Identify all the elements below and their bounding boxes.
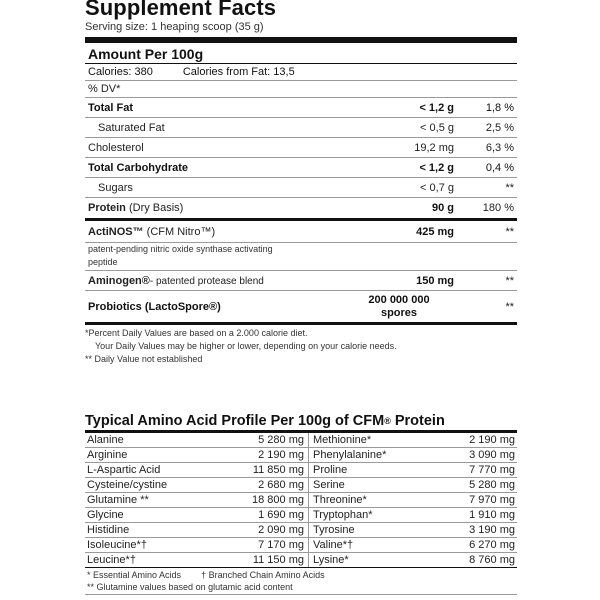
amino-name: Glutamine ** [87, 494, 149, 506]
nutrient-dv: ** [505, 274, 514, 287]
actinos-description: patent-pending nitric oxide synthase activating peptide [88, 244, 273, 267]
amino-value: 3 090 mg [469, 449, 515, 461]
nutrient-name-bold: ActiNOS™ [88, 225, 144, 238]
nutrient-row [85, 198, 517, 221]
nutrient-dv: 6,3 % [485, 141, 514, 154]
nutrient-dv: 2,5 % [485, 121, 514, 134]
amino-value: 8 760 mg [469, 554, 515, 566]
nutrient-row [85, 271, 517, 291]
nutrient-amount: 19,2 mg [414, 141, 454, 154]
essential-note: * Essential Amino Acids [87, 570, 182, 580]
calories-value: Calories: 380 [88, 66, 153, 78]
nutrient-name: Cholesterol [88, 141, 144, 154]
amino-value: 2 190 mg [197, 448, 309, 462]
serving-size: Serving size: 1 heaping scoop (35 g) [85, 21, 264, 33]
nutrient-name: Total Carbohydrate [88, 161, 189, 174]
amino-value: 2 090 mg [197, 523, 309, 537]
bcaa-note: † Branched Chain Amino Acids [201, 570, 325, 580]
dv-header-row [85, 81, 517, 98]
amino-name: Phenylalanine* [313, 449, 387, 461]
nutrient-dv: ** [505, 181, 514, 194]
amino-name: Arginine [87, 449, 128, 461]
amino-value: 6 270 mg [469, 539, 515, 551]
amount-header: Amount Per 100g [88, 46, 204, 62]
nutrient-name: Probiotics (LactoSpore®) [88, 300, 221, 313]
nutrient-amount [344, 294, 454, 320]
nutrient-name-rest: (Dry Basis) [125, 202, 184, 214]
glutamine-note: ** Glutamine values based on glutamic acid content [87, 582, 293, 592]
nutrient-row [85, 158, 517, 178]
nutrient-amount: 425 mg [416, 225, 454, 238]
nutrient-name [85, 202, 344, 214]
nutrient-dv: ** [505, 225, 514, 238]
nutrient-dv: 0,4 % [485, 161, 514, 174]
amino-name: L-Aspartic Acid [87, 464, 161, 476]
table-row [85, 433, 517, 448]
table-row [85, 448, 517, 463]
amino-name: Cysteine/cystine [87, 479, 168, 491]
amino-name: Tyrosine [313, 524, 355, 536]
nutrient-amount: < 0,5 g [420, 121, 454, 134]
table-row [85, 478, 517, 493]
thick-divider [85, 37, 517, 43]
nutrient-name [85, 275, 344, 287]
amino-value: 2 190 mg [469, 434, 515, 446]
amino-name: Tryptophan* [313, 509, 373, 521]
nutrient-dv: 180 % [482, 202, 514, 214]
table-row [85, 553, 517, 568]
amino-name: Histidine [87, 524, 130, 536]
amino-value: 7 970 mg [469, 494, 515, 506]
nutrient-name-rest: (CFM Nitro™) [143, 225, 216, 238]
amino-name: Methionine* [313, 434, 372, 446]
amino-value: 3 190 mg [469, 524, 515, 536]
nutrient-row [85, 291, 517, 325]
amino-footnote [85, 581, 517, 593]
amino-value: 5 280 mg [197, 433, 309, 447]
calories-fat-value: Calories from Fat: 13,5 [182, 66, 295, 78]
nutrient-row [85, 221, 517, 243]
dv-header: % DV* [88, 83, 121, 95]
registered-mark: ® [384, 416, 391, 426]
nutrient-amount: < 1,2 g [419, 161, 454, 174]
amount-line: 200 000 000 [368, 293, 430, 306]
amino-name: Threonine* [313, 494, 367, 506]
amino-value: 5 280 mg [469, 479, 515, 491]
calories-row [85, 64, 517, 81]
table-row [85, 493, 517, 508]
nutrient-name-bold: Aminogen® [88, 274, 150, 287]
supplement-facts-panel [85, 0, 517, 592]
nutrient-row [85, 138, 517, 158]
amino-name: Serine [313, 479, 345, 491]
amino-name: Proline [313, 464, 348, 476]
footnote: *Percent Daily Values are based on a 2.000 calorie diet. [85, 328, 308, 338]
nutrient-name [85, 226, 344, 238]
amino-name: Lysine* [313, 554, 349, 566]
footnote: Your Daily Values may be higher or lower, depending on your calorie needs. [95, 341, 397, 351]
panel-title: Supplement Facts [85, 0, 277, 20]
nutrient-amount: < 0,7 g [420, 181, 454, 194]
end-divider [85, 594, 517, 595]
amino-name: Leucine*† [87, 554, 136, 566]
table-row [85, 523, 517, 538]
amino-name: Glycine [87, 509, 124, 521]
amino-value: 2 680 mg [197, 478, 309, 492]
amino-value: 7 170 mg [197, 538, 309, 552]
nutrient-name: Saturated Fat [98, 121, 165, 134]
nutrient-dv: ** [505, 300, 514, 313]
nutrient-name: Total Fat [88, 101, 134, 114]
amino-title [85, 412, 517, 430]
amino-value: 11 150 mg [197, 553, 309, 567]
amino-title-text: Typical Amino Acid Profile Per 100g of CFM [85, 413, 385, 429]
table-row [85, 463, 517, 478]
nutrient-row [85, 178, 517, 198]
amino-name: Alanine [87, 434, 124, 446]
amino-footnote [85, 569, 517, 581]
amino-title-end: Protein [390, 413, 445, 429]
amino-name: Isoleucine*† [87, 539, 147, 551]
amino-table [85, 433, 517, 595]
amino-value: 7 770 mg [469, 464, 515, 476]
nutrient-amount: 90 g [431, 202, 454, 214]
table-row [85, 508, 517, 523]
nutrient-row [85, 118, 517, 138]
nutrient-dv: 1,8 % [485, 101, 514, 114]
amino-value: 1 910 mg [469, 509, 515, 521]
table-row [85, 538, 517, 553]
footnote: ** Daily Value not established [85, 354, 203, 364]
amino-name: Valine*† [313, 539, 354, 551]
nutrient-row [85, 98, 517, 118]
amino-value: 1 690 mg [197, 508, 309, 522]
nutrient-amount: 150 mg [416, 274, 454, 287]
amino-value: 11 850 mg [197, 463, 309, 477]
nutrient-name-bold: Protein [88, 202, 126, 214]
nutrient-name: Sugars [98, 181, 133, 194]
amount-line: spores [380, 306, 418, 319]
nutrient-name-rest: - patented protease blend [149, 275, 264, 287]
nutrient-amount: < 1,2 g [419, 101, 454, 114]
amino-value: 18 800 mg [197, 493, 309, 507]
